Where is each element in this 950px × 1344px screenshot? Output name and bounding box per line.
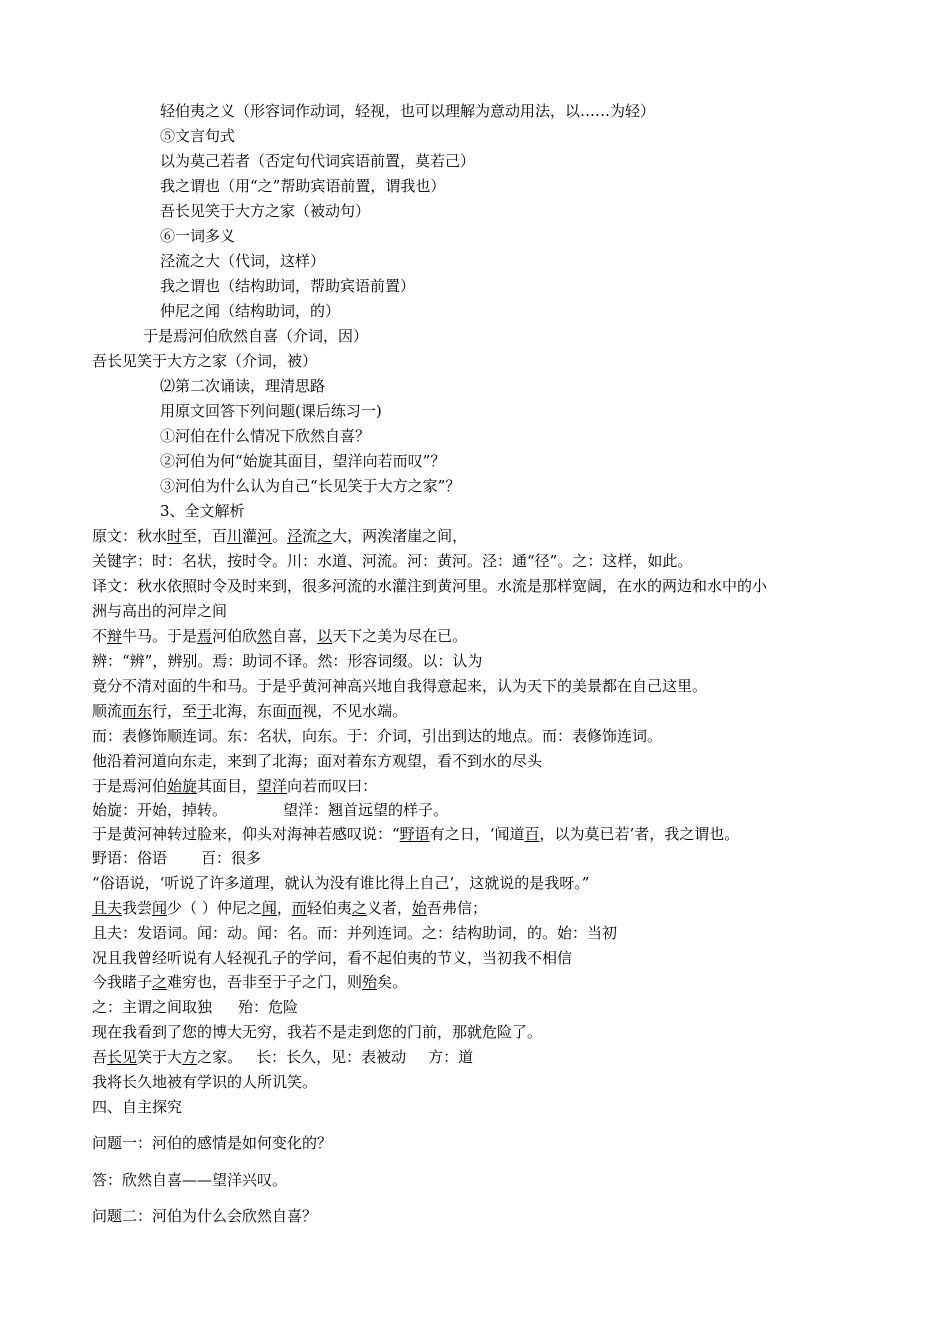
underlined-term: 之 [152, 973, 168, 991]
text-segment: 轻伯夷之义（形容词作动词，轻视，也可以理解为意动用法，以……为轻） [160, 102, 656, 120]
text-segment: 野语：俗语 [92, 849, 168, 867]
underlined-term: 然 [257, 627, 273, 645]
text-line-l43 [92, 1170, 287, 1190]
text-segment: 今我睹子 [92, 973, 153, 991]
text-segment: 难穷也，吾非至于子之门，则 [167, 973, 363, 991]
text-line-l17 [160, 501, 245, 521]
text-segment: 吾 [92, 1048, 108, 1066]
underlined-term: 之 [351, 899, 367, 917]
text-line-l40 [92, 1072, 317, 1092]
underlined-term: 而 [122, 702, 138, 720]
text-line-l41 [92, 1097, 182, 1117]
text-line-l31 [92, 848, 261, 868]
underlined-term: 泾 [287, 527, 303, 545]
text-segment: 少（ ）仲尼之 [167, 899, 262, 917]
text-line-l16 [160, 476, 460, 496]
text-segment: 他沿着河道向东走，来到了北海；面对着东方观望，看不到水的尽头 [92, 752, 543, 770]
underlined-term: 焉 [197, 627, 213, 645]
text-segment: 泾流之大（代词，这样） [160, 252, 326, 270]
text-segment: 牛马。于是 [122, 627, 198, 645]
text-line-l05 [160, 201, 370, 221]
underlined-term: 河 [257, 527, 273, 545]
text-segment: 吾弗信； [426, 899, 487, 917]
text-segment: 大，两涘渚崖之间， [332, 527, 468, 545]
text-segment: 顺流 [92, 702, 123, 720]
text-segment: 吾长见笑于大方之家（介词，被） [92, 352, 318, 370]
text-segment: 殆：危险 [238, 998, 299, 1016]
text-segment: 我尝 [122, 899, 153, 917]
underlined-term: 始 [411, 899, 427, 917]
underlined-term: 闻 [152, 899, 168, 917]
text-line-l12 [160, 376, 325, 396]
text-segment: 北海，东面 [212, 702, 288, 720]
text-segment: 轻伯夷 [306, 899, 352, 917]
text-segment: 我之谓也（结构助词，帮助宾语前置） [160, 277, 416, 295]
text-segment: 答：欣然自喜——望洋兴叹。 [92, 1171, 288, 1189]
underlined-term: 长见 [107, 1048, 138, 1066]
text-segment: 。 [272, 527, 288, 545]
text-segment: 其面目， [197, 777, 258, 795]
text-segment: ⑤文言句式 [160, 127, 236, 145]
text-line-l30 [92, 824, 739, 844]
text-segment: 百：很多 [201, 849, 262, 867]
text-segment: 于是焉河伯 [92, 777, 168, 795]
underlined-term: 而 [287, 702, 303, 720]
text-segment: ⑥一词多义 [160, 227, 236, 245]
underlined-term: 辩 [107, 627, 123, 645]
text-segment: 向若而叹曰： [287, 777, 378, 795]
text-segment: 译文：秋水依照时令及时来到，很多河流的水灌注到黄河里。水流是那样宽阔，在水的两边和水中的小 [92, 577, 768, 595]
text-line-l19 [92, 551, 692, 571]
underlined-term: 始旋 [167, 777, 198, 795]
text-segment: 我将长久地被有学识的人所讥笑。 [92, 1073, 318, 1091]
text-line-l11 [92, 351, 317, 371]
text-segment: 流 [302, 527, 318, 545]
text-line-l01 [160, 101, 655, 121]
text-segment: 我之谓也（用“之”帮助宾语前置，谓我也） [160, 177, 446, 195]
text-line-l09 [160, 301, 340, 321]
underlined-term: 殆 [362, 973, 378, 991]
text-line-l39 [92, 1047, 473, 1067]
text-segment: 之：主谓之间取独 [92, 998, 213, 1016]
text-segment: 河伯欣 [212, 627, 258, 645]
text-segment: 用原文回答下列问题(课后练习一) [160, 402, 382, 420]
text-segment: ③河伯为什么认为自己“长见笑于大方之家”？ [160, 477, 461, 495]
text-line-l36 [92, 972, 407, 992]
text-segment: ， [276, 899, 292, 917]
text-segment: ②河伯为何“始旋其面目，望洋向若而叹”？ [160, 452, 446, 470]
text-segment: 于是黄河神转过脸来，仰头对海神若感叹说：“ [92, 825, 400, 843]
text-line-l24 [92, 676, 707, 696]
text-line-l23 [92, 651, 482, 671]
text-segment: 之家。 [197, 1048, 243, 1066]
text-line-l06 [160, 226, 235, 246]
text-segment: 现在我看到了您的博大无穷，我若不是走到您的门前，那就危险了。 [92, 1023, 543, 1041]
text-segment: 以为莫己若者（否定句代词宾语前置，莫若己） [160, 152, 476, 170]
text-segment: 义者， [366, 899, 412, 917]
text-line-l35 [92, 948, 572, 968]
text-line-l15 [160, 451, 445, 471]
text-segment: 灌 [242, 527, 258, 545]
text-segment: 原文：秋水 [92, 527, 168, 545]
underlined-term: 时 [167, 527, 183, 545]
text-segment: 竟分不清对面的牛和马。于是乎黄河神高兴地自我得意起来，认为天下的美景都在自己这里。 [92, 677, 708, 695]
text-line-l13 [160, 401, 382, 421]
text-segment: 不 [92, 627, 108, 645]
underlined-term: 东 [137, 702, 153, 720]
text-segment: 问题一：河伯的感情是如何变化的？ [92, 1134, 333, 1152]
text-segment: 有之日，‘闻道 [429, 825, 525, 843]
text-segment: 始旋：开始，掉转。 [92, 801, 228, 819]
text-line-l18 [92, 526, 467, 546]
text-line-l04 [160, 176, 445, 196]
text-segment: 洲与高出的河岸之间 [92, 602, 228, 620]
text-line-l38 [92, 1022, 542, 1042]
text-segment: 问题二：河伯为什么会欣然自喜？ [92, 1207, 318, 1225]
underlined-term: 之 [317, 527, 333, 545]
text-segment: 自喜， [272, 627, 318, 645]
text-line-l32 [92, 873, 589, 893]
text-segment: 视，不见水端。 [302, 702, 408, 720]
text-line-l33 [92, 898, 487, 918]
text-line-l25 [92, 701, 407, 721]
text-line-l27 [92, 751, 542, 771]
text-segment: “俗语说，‘听说了许多道理，就认为没有谁比得上自己’，这就说的是我呀。” [92, 874, 590, 892]
text-segment: ⑵第二次诵读，理清思路 [160, 377, 326, 395]
underlined-term: 方 [182, 1048, 198, 1066]
text-segment: 至，百 [182, 527, 228, 545]
text-line-l08 [160, 276, 415, 296]
text-segment: 望洋：翘首远望的样子。 [283, 801, 449, 819]
text-segment: 行，至 [152, 702, 198, 720]
text-segment: ①河伯在什么情况下欣然自喜？ [160, 427, 371, 445]
text-line-l10 [143, 326, 368, 346]
underlined-term: 望洋 [257, 777, 288, 795]
text-segment: 3、全文解析 [160, 502, 245, 520]
text-line-l21 [92, 601, 227, 621]
underlined-term: 而 [291, 899, 307, 917]
text-line-l28 [92, 776, 377, 796]
text-line-l29 [92, 800, 448, 820]
text-segment: 笑于大 [137, 1048, 183, 1066]
underlined-term: 野语 [399, 825, 430, 843]
text-segment: 矣。 [377, 973, 408, 991]
text-segment: 天下之美为尽在已。 [332, 627, 468, 645]
text-line-l14 [160, 426, 370, 446]
text-line-l34 [92, 923, 617, 943]
underlined-term: 且夫 [92, 899, 123, 917]
text-line-l44 [92, 1206, 317, 1226]
text-line-l02 [160, 126, 235, 146]
text-segment: 且夫：发语词。闻：动。闻：名。而：并列连词。之：结构助词，的。始：当初 [92, 924, 618, 942]
text-line-l26 [92, 726, 662, 746]
text-line-l42 [92, 1133, 332, 1153]
text-line-l07 [160, 251, 325, 271]
text-segment: 方：道 [428, 1048, 474, 1066]
text-segment: ，以为莫已若’者，我之谓也。 [539, 825, 740, 843]
underlined-term: 以 [317, 627, 333, 645]
underlined-term: 于 [197, 702, 213, 720]
text-line-l03 [160, 151, 475, 171]
text-segment: 况且我曾经听说有人轻视孔子的学问，看不起伯夷的节义，当初我不相信 [92, 949, 573, 967]
text-segment: 吾长见笑于大方之家（被动句） [160, 202, 371, 220]
underlined-term: 闻 [261, 899, 277, 917]
text-segment: 于是焉河伯欣然自喜（介词，因） [143, 327, 369, 345]
text-line-l37 [92, 997, 298, 1017]
text-segment: 而：表修饰顺连词。东：名状，向东。于：介词，引出到达的地点。而：表修饰连词。 [92, 727, 663, 745]
text-segment: 辨：“辨”，辨别。焉：助词不译。然：形容词缀。以：认为 [92, 652, 483, 670]
underlined-term: 百 [524, 825, 540, 843]
text-line-l20 [92, 576, 767, 596]
text-segment: 四、自主探究 [92, 1098, 183, 1116]
text-segment: 长：长久，见：表被动 [256, 1048, 407, 1066]
underlined-term: 川 [227, 527, 243, 545]
text-line-l22 [92, 626, 467, 646]
text-segment: 关键字：时：名状，按时令。川：水道、河流。河：黄河。泾：通“径”。之：这样，如此。 [92, 552, 693, 570]
text-segment: 仲尼之闻（结构助词，的） [160, 302, 341, 320]
